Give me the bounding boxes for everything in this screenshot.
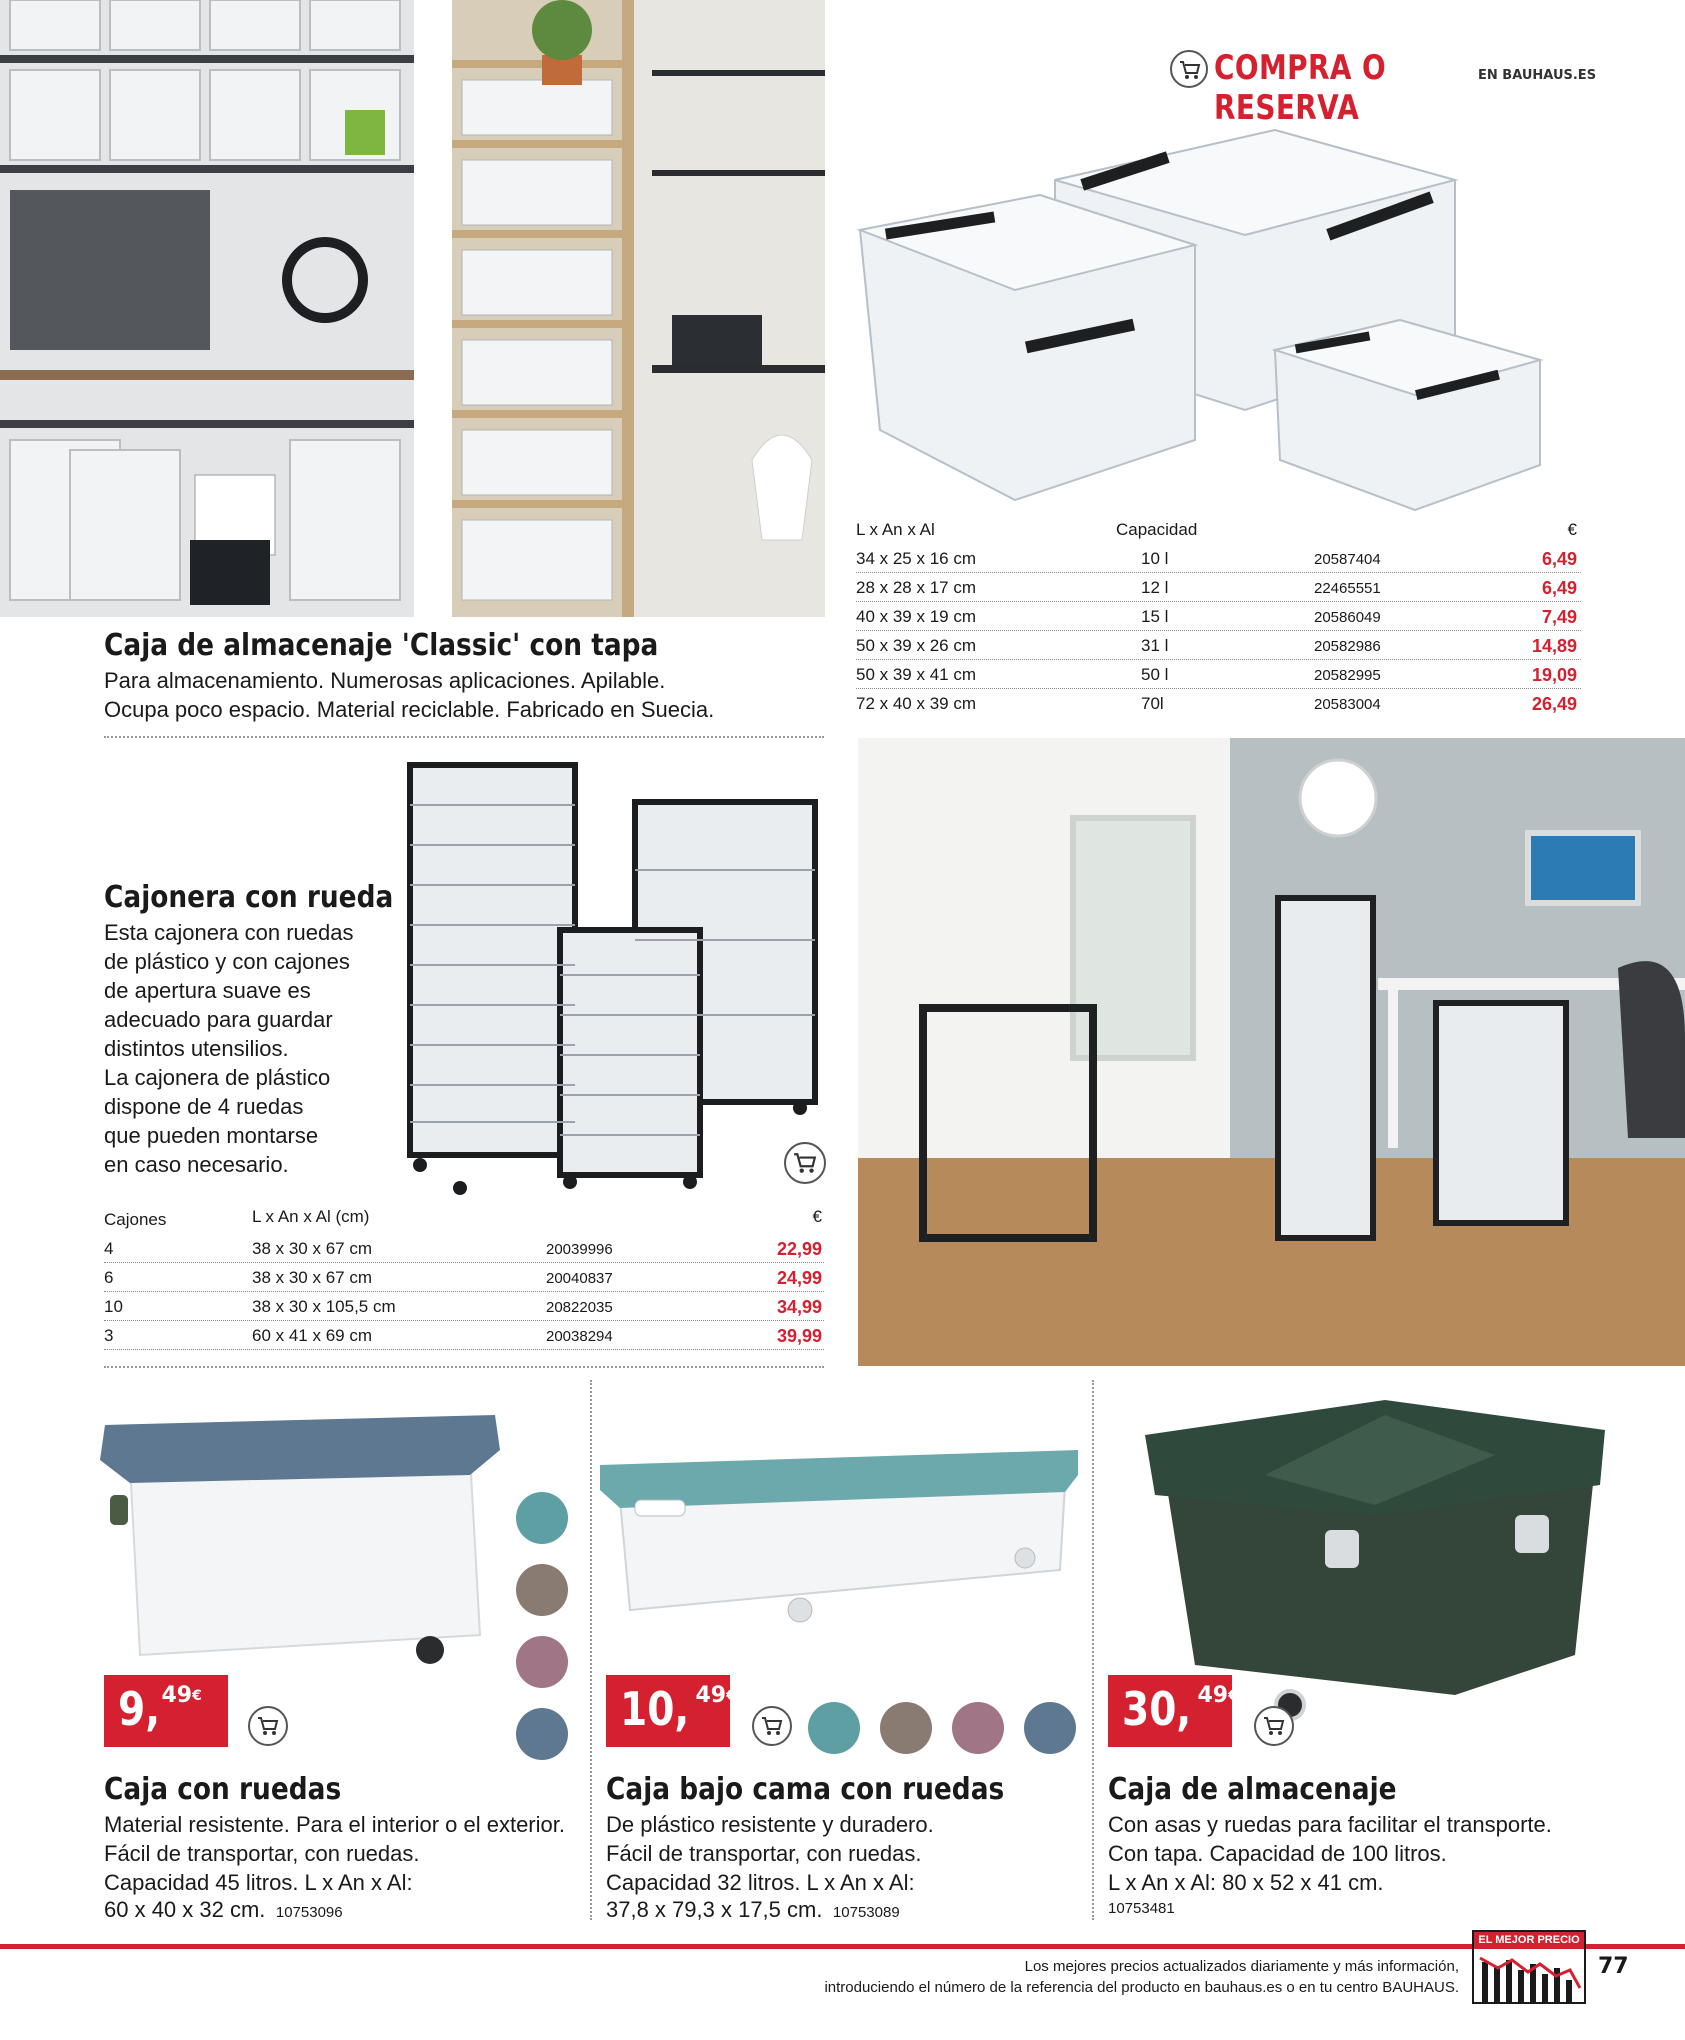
caja-bajo-cama-image (600, 1440, 1080, 1630)
row-price: 14,89 (1531, 636, 1577, 656)
color-swatch-taupe[interactable] (880, 1702, 932, 1754)
row-dims: 38 x 30 x 67 cm (252, 1239, 373, 1258)
caja-con-ruedas-desc-1: Material resistente. Para el interior o el exterior. (104, 1812, 565, 1837)
row-capacity: 12 l (1141, 578, 1169, 597)
row-dims: 28 x 28 x 17 cm (856, 578, 977, 597)
column-divider (1092, 1380, 1094, 1920)
row-ref: 22465551 (1314, 580, 1381, 597)
cart-icon[interactable] (248, 1706, 288, 1746)
row-price: 34,99 (776, 1297, 822, 1317)
cajonera-desc-line-9: en caso necesario. (104, 1152, 289, 1177)
price-decimal: 49 (1197, 1683, 1229, 1708)
price-integer: 9, (118, 1682, 161, 1736)
row-price: 6,49 (1541, 578, 1577, 598)
table-row (856, 544, 1581, 573)
classic-title: Caja de almacenaje 'Classic' con tapa (104, 628, 659, 663)
row-ref: 20582995 (1314, 667, 1381, 684)
cart-icon[interactable] (1170, 50, 1208, 88)
color-swatch-slate[interactable] (516, 1708, 568, 1760)
classic-boxes-image (855, 120, 1545, 520)
row-ref: 20583004 (1314, 696, 1381, 713)
mejor-precio-label: EL MEJOR PRECIO (1474, 1932, 1584, 1949)
color-swatch-mauve[interactable] (516, 1636, 568, 1688)
row-dims: 50 x 39 x 41 cm (856, 665, 977, 684)
color-swatch-taupe[interactable] (516, 1564, 568, 1616)
cajonera-desc-line-2: de plástico y con cajones (104, 949, 350, 974)
cajonera-desc-line-5: distintos utensilios. (104, 1036, 289, 1061)
table-row (856, 689, 1581, 718)
row-price: 26,49 (1531, 694, 1577, 714)
row-dims: 72 x 40 x 39 cm (856, 694, 977, 713)
table-row (856, 660, 1581, 689)
row-ref: 20039996 (546, 1241, 613, 1258)
price-tag (104, 1675, 228, 1747)
row-dims: 38 x 30 x 105,5 cm (252, 1297, 396, 1316)
column-divider (590, 1380, 592, 1920)
row-ref: 20587404 (1314, 551, 1381, 568)
footer-rule (0, 1944, 1685, 1949)
row-dims: 38 x 30 x 67 cm (252, 1268, 373, 1287)
cart-icon[interactable] (784, 1142, 826, 1184)
caja-almacenaje-title: Caja de almacenaje (1108, 1772, 1397, 1807)
caja-con-ruedas-desc-3: Capacidad 45 litros. L x An x Al: (104, 1870, 413, 1895)
row-price: 6,49 (1541, 549, 1577, 569)
row-price: 24,99 (776, 1268, 822, 1288)
caja-bajo-cama-desc-1: De plástico resistente y duradero. (606, 1812, 934, 1837)
cart-icon[interactable] (1254, 1706, 1294, 1746)
header-capacity: Capacidad (1116, 520, 1198, 539)
section-divider (104, 736, 824, 738)
table-header (104, 1205, 824, 1234)
table-row (856, 602, 1581, 631)
row-dims: 40 x 39 x 19 cm (856, 607, 977, 626)
footer-line-2: introduciendo el número de la referencia del producto en bauhaus.es o en tu centro BAUHAUS. (824, 1979, 1459, 1996)
cajonera-desc-line-7: dispone de 4 ruedas (104, 1094, 304, 1119)
cajonera-image (400, 750, 820, 1200)
caja-con-ruedas-desc-2: Fácil de transportar, con ruedas. (104, 1841, 420, 1866)
price-integer: 10, (620, 1682, 690, 1736)
row-price: 7,49 (1541, 607, 1577, 627)
row-capacity: 70l (1141, 694, 1164, 713)
row-capacity: 10 l (1141, 549, 1169, 568)
caja-almacenaje-ref: 10753481 (1108, 1900, 1175, 1917)
caja-bajo-cama-title: Caja bajo cama con ruedas (606, 1772, 1005, 1807)
footer-text (824, 1956, 1459, 1998)
caja-almacenaje-desc-1: Con asas y ruedas para facilitar el transporte. (1108, 1812, 1552, 1837)
row-drawers: 10 (104, 1297, 123, 1316)
office-room-photo (858, 738, 1685, 1366)
caja-almacenaje-desc-3: L x An x Al: 80 x 52 x 41 cm. (1108, 1870, 1384, 1895)
table-row (104, 1292, 824, 1321)
section-divider (104, 1366, 824, 1368)
price-chart-icon (1478, 1952, 1582, 2002)
row-ref: 20582986 (1314, 638, 1381, 655)
header-dims: L x An x Al (cm) (252, 1207, 370, 1226)
row-price: 39,99 (776, 1326, 822, 1346)
header-price: € (1567, 520, 1577, 539)
color-swatch-mauve[interactable] (952, 1702, 1004, 1754)
caja-bajo-cama-last-line (606, 1897, 900, 1923)
row-dims: 34 x 25 x 16 cm (856, 549, 977, 568)
caja-bajo-cama-desc-2: Fácil de transportar, con ruedas. (606, 1841, 922, 1866)
caja-con-ruedas-image (100, 1405, 500, 1705)
cajonera-title: Cajonera con rueda (104, 880, 394, 915)
row-ref: 20586049 (1314, 609, 1381, 626)
price-tag (606, 1675, 736, 1747)
header-price: € (812, 1207, 822, 1226)
caja-con-ruedas-dims: 60 x 40 x 32 cm. (104, 1897, 266, 1922)
price-currency: € (1228, 1688, 1238, 1704)
row-ref: 20040837 (546, 1270, 613, 1287)
garage-shelves-photo (0, 0, 414, 617)
row-capacity: 50 l (1141, 665, 1169, 684)
cart-icon[interactable] (752, 1706, 792, 1746)
caja-bajo-cama-ref: 10753089 (832, 1904, 900, 1921)
table-header (856, 515, 1581, 544)
color-swatch-slate[interactable] (1024, 1702, 1076, 1754)
classic-desc-line-2: Ocupa poco espacio. Material reciclable. Fabricado en Suecia. (104, 697, 715, 722)
row-drawers: 3 (104, 1326, 114, 1345)
price-currency: € (726, 1688, 736, 1704)
caja-con-ruedas-ref: 10753096 (275, 1904, 343, 1921)
cajonera-desc-line-1: Esta cajonera con ruedas (104, 920, 354, 945)
classic-desc-line-1: Para almacenamiento. Numerosas aplicaciones. Apilable. (104, 668, 666, 693)
table-row (104, 1321, 824, 1350)
footer-line-1: Los mejores precios actualizados diariamente y más información, (1024, 1958, 1459, 1975)
row-price: 22,99 (776, 1239, 822, 1259)
caja-bajo-cama-desc-3: Capacidad 32 litros. L x An x Al: (606, 1870, 915, 1895)
mejor-precio-badge (1472, 1930, 1586, 2004)
page-number: 77 (1598, 1954, 1629, 1979)
row-drawers: 4 (104, 1239, 114, 1258)
row-capacity: 15 l (1141, 607, 1169, 626)
row-capacity: 31 l (1141, 636, 1169, 655)
price-integer: 30, (1122, 1682, 1192, 1736)
classic-table (856, 515, 1581, 720)
row-dims: 50 x 39 x 26 cm (856, 636, 977, 655)
compra-o-reserva-label: COMPRA O RESERVA (1214, 48, 1387, 128)
price-tag (1108, 1675, 1238, 1747)
color-swatch-teal[interactable] (516, 1492, 568, 1544)
office-shelf-photo (452, 0, 825, 617)
cajonera-desc-line-3: de apertura suave es (104, 978, 311, 1003)
header-drawers: Cajones (104, 1210, 167, 1229)
caja-con-ruedas-title: Caja con ruedas (104, 1772, 342, 1807)
row-dims: 60 x 41 x 69 cm (252, 1326, 373, 1345)
header-dims: L x An x Al (856, 520, 935, 539)
table-row (104, 1263, 824, 1292)
row-drawers: 6 (104, 1268, 114, 1287)
compra-o-reserva-banner[interactable] (1214, 48, 1597, 128)
color-swatch-teal[interactable] (808, 1702, 860, 1754)
bauhaus-es-label: EN BAUHAUS.ES (1478, 68, 1597, 83)
table-row (104, 1234, 824, 1263)
table-row (856, 631, 1581, 660)
row-ref: 20822035 (546, 1299, 613, 1316)
cajonera-desc-line-4: adecuado para guardar (104, 1007, 333, 1032)
price-decimal: 49 (695, 1683, 727, 1708)
caja-bajo-cama-dims: 37,8 x 79,3 x 17,5 cm. (606, 1897, 823, 1922)
price-decimal: 49 (161, 1683, 193, 1708)
cajonera-desc-line-8: que pueden montarse (104, 1123, 319, 1148)
row-price: 19,09 (1531, 665, 1577, 685)
cajonera-desc-line-6: La cajonera de plástico (104, 1065, 331, 1090)
price-currency: € (192, 1688, 202, 1704)
table-row (856, 573, 1581, 602)
row-ref: 20038294 (546, 1328, 613, 1345)
cajonera-table (104, 1205, 824, 1353)
caja-con-ruedas-last-line (104, 1897, 343, 1923)
caja-almacenaje-desc-2: Con tapa. Capacidad de 100 litros. (1108, 1841, 1447, 1866)
